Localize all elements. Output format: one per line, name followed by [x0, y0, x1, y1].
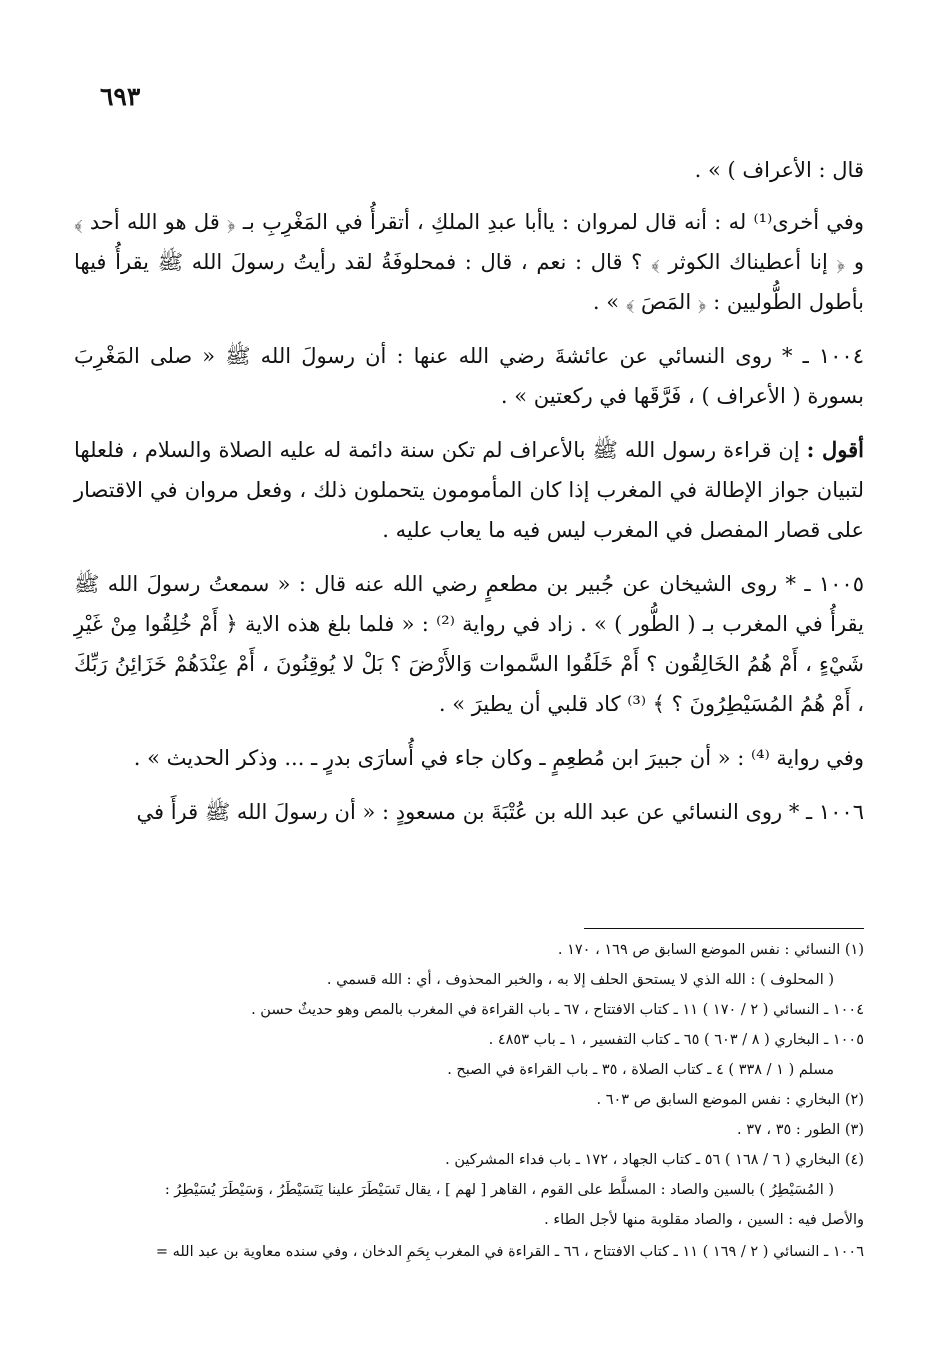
- paragraph-hadith-1006: ١٠٠٦ ـ * روى النسائي عن عبد الله بن عُتْبَةَ بن مسعودٍ : « أن رسولَ الله ﷺ قرأَ في: [136, 800, 864, 824]
- footnote-4: (٤) البخاري ( ٦ / ١٦٨ ) ٥٦ ـ كتاب الجهاد ، ١٧٢ ـ باب فداء المشركين .: [445, 1152, 864, 1168]
- commentary-lead: أقول :: [806, 437, 864, 462]
- footnote-1005-muslim: مسلم ( ١ / ٣٣٨ ) ٤ ـ كتاب الصلاة ، ٣٥ ـ باب القراءة في الصبح .: [447, 1062, 834, 1078]
- paragraph-hadith-1005: ١٠٠٥ ـ * روى الشيخان عن جُبير بن مطعمٍ رضي الله عنه قال : « سمعتُ رسولَ الله ﷺ يقرأُ في المغرب بـ ( الطُّور ) » . زاد في رواية ⁽²⁾ : « فلما بلغ هذه الاية ﴿ أَمْ خُلِقُوا مِنْ غَيْرِ شَيْءٍ ، أَمْ هُمُ الخَالِقُون ؟ أَمْ خَلَقُوا السَّموات وَالأَرْضَ ؟ بَلْ لا يُوقِنُونَ ، أَمْ عِنْدَهُمْ خَزَائِنُ رَبِّكَ ، أَمْ هُمُ المُسَيْطِرُونَ ؟ ﴾ ⁽³⁾ كاد قلبي أن يطيرَ » .: [74, 572, 864, 716]
- paragraph-another-narration: وفي أخرى⁽¹⁾ له : أنه قال لمروان : ياأبا عبدِ الملكِ ، أتقرأُ في المَغْرِبِ بـ ﴿ قل هو الله أحد ﴾ و ﴿ إنا أعطيناك الكوثر ﴾ ؟ قال : نعم ، قال : فمحلوفَةُ لقد رأيتُ رسولَ الله ﷺ يقرأُ فيها بأطول الطُّوليين : ﴿ المَصَ ﴾ » .: [74, 210, 864, 314]
- footnote-1004: ١٠٠٤ ـ النسائي ( ٢ / ١٧٠ ) ١١ ـ كتاب الافتتاح ، ٦٧ ـ باب القراءة في المغرب بالمص وهو حديثٌ حسن .: [251, 1002, 864, 1018]
- page-number: ٦٩٣: [100, 82, 141, 111]
- footnotes: [64, 935, 864, 1267]
- footnote-1: (١) النسائي : نفس الموضع السابق ص ١٦٩ ، ١٧٠ .: [557, 942, 864, 958]
- footnote-1006: ١٠٠٦ ـ النسائي ( ٢ / ١٦٩ ) ١١ ـ كتاب الافتتاح ، ٦٦ ـ القراءة في المغرب بِحَمِ الدخان ، وفي سنده معاوية بن عبد الله =: [155, 1244, 864, 1260]
- footnote-2: (٢) البخاري : نفس الموضع السابق ص ٦٠٣ .: [596, 1092, 864, 1108]
- paragraph-continuation: قال : الأعراف ) » .: [694, 158, 864, 182]
- paragraph-commentary: [74, 430, 864, 550]
- paragraph-hadith-1004: ١٠٠٤ ـ * روى النسائي عن عائشةَ رضي الله عنها : أن رسولَ الله ﷺ « صلى المَغْرِبَ بسورة ( الأعراف ) ، فَرَّقَها في ركعتين » .: [74, 344, 864, 408]
- footnote-4-gloss: ( المُسَيْطِرُ ) بالسين والصاد : المسلَّط على القوم ، القاهر [ لهم ] ، يقال تَسَيْطَرَ علينا يَتَسَيْطَرُ ، وَسَيْطَرَ يُسَيْطِرُ :: [164, 1182, 834, 1198]
- footnote-divider: [584, 928, 864, 929]
- footnote-3: (٣) الطور : ٣٥ ، ٣٧ .: [737, 1122, 864, 1138]
- main-text: [74, 150, 864, 846]
- footnote-1005: ١٠٠٥ ـ البخاري ( ٨ / ٦٠٣ ) ٦٥ ـ كتاب التفسير ، ١ ـ باب ٤٨٥٣ .: [488, 1032, 864, 1048]
- paragraph-another-narration-2: وفي رواية ⁽⁴⁾ : « أن جبيرَ ابن مُطعِمٍ ـ وكان جاء في أُسارَى بدرٍ ـ ... وذكر الحديث » .: [133, 746, 864, 770]
- footnote-4-gloss-cont: والأصل فيه : السين ، والصاد مقلوبة منها لأجل الطاء .: [544, 1212, 864, 1228]
- commentary-text: إن قراءة رسول الله ﷺ بالأعراف لم تكن سنة دائمة له عليه الصلاة والسلام ، فلعلها لتبيان جواز الإطالة في المغرب إذا كان المأمومون يتحملون ذلك ، وفعل مروان في الاقتصار على قصار المفصل في المغرب ليس فيه ما يعاب عليه .: [74, 438, 864, 542]
- footnote-1-gloss: ( المحلوف ) : الله الذي لا يستحق الحلف إلا به ، والخبر المحذوف ، أي : الله قسمي .: [326, 972, 834, 988]
